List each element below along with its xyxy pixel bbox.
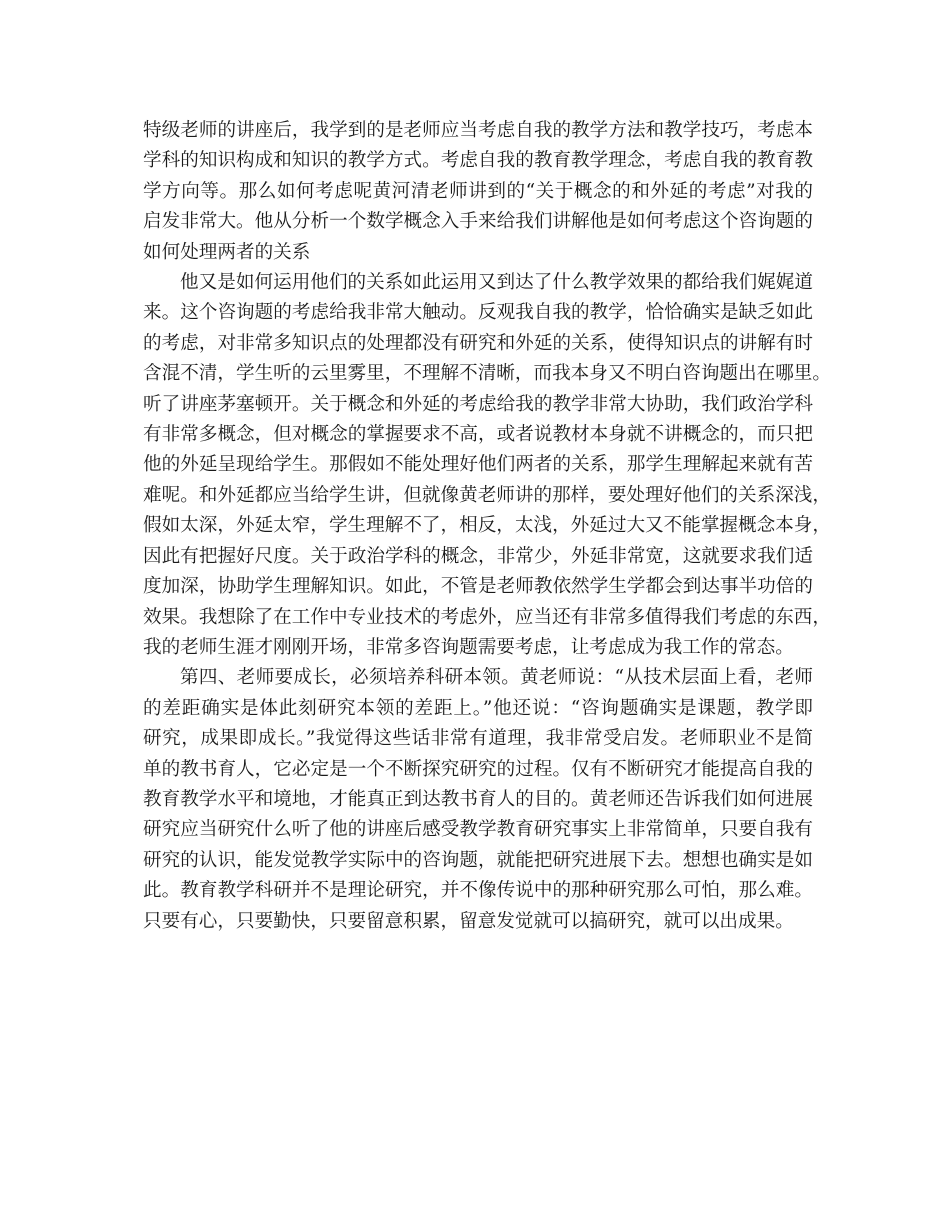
text-line: 我的老师生涯才刚刚开场，非常多咨询题需要考虑，让考虑成为我工作的常态。 xyxy=(143,636,794,658)
text-line: 度加深，协助学生理解知识。如此，不管是老师教依然学生学都会到达事半功倍的 xyxy=(143,576,813,598)
paragraph-1 xyxy=(143,116,813,268)
text-line: 学方向等。那么如何考虑呢黄河清老师讲到的“关于概念的和外延的考虑”对我的 xyxy=(143,180,813,202)
text-line: 有非常多概念，但对概念的掌握要求不高，或者说教材本身就不讲概念的，而只把 xyxy=(143,424,813,446)
text-line: 假如太深，外延太窄，学生理解不了，相反，太浅，外延过大又不能掌握概念本身， xyxy=(143,515,831,537)
text-line: 研究，成果即成长。”我觉得这些话非常有道理，我非常受启发。老师职业不是简 xyxy=(143,728,813,750)
text-line: 单的教书育人，它必定是一个不断探究研究的过程。仅有不断研究才能提高自我的 xyxy=(143,758,813,780)
text-line: 听了讲座茅塞顿开。关于概念和外延的考虑给我的教学非常大协助，我们政治学科 xyxy=(143,393,813,415)
text-line: 的考虑，对非常多知识点的处理都没有研究和外延的关系，使得知识点的讲解有时 xyxy=(143,332,813,354)
text-line: 特级老师的讲座后，我学到的是老师应当考虑自我的教学方法和教学技巧，考虑本 xyxy=(143,120,813,141)
paragraph-2 xyxy=(143,268,831,663)
text-line: 研究应当研究什么听了他的讲座后感受教学教育研究事实上非常简单，只要自我有 xyxy=(143,819,813,841)
text-line: 因此有把握好尺度。关于政治学科的概念，非常少，外延非常宽，这就要求我们适 xyxy=(143,545,813,567)
text-line: 只要有心，只要勤快，只要留意积累，留意发觉就可以搞研究，就可以出成果。 xyxy=(143,910,794,932)
text-line: 的差距确实是体此刻研究本领的差距上。”他还说：“咨询题确实是课题，教学即 xyxy=(143,697,813,719)
text-line: 含混不清，学生听的云里雾里，不理解不清晰，而我本身又不明白咨询题出在哪里。 xyxy=(143,363,831,385)
text-line: 第四、老师要成长，必须培养科研本领。黄老师说：“从技术层面上看，老师 xyxy=(180,667,813,689)
text-line: 研究的认识，能发觉教学实际中的咨询题，就能把研究进展下去。想想也确实是如 xyxy=(143,849,813,871)
document-page xyxy=(143,116,831,937)
text-line: 效果。我想除了在工作中专业技术的考虑外，应当还有非常多值得我们考虑的东西， xyxy=(143,606,831,628)
text-line: 他又是如何运用他们的关系如此运用又到达了什么教学效果的都给我们娓娓道 xyxy=(180,272,813,294)
text-line: 此。教育教学科研并不是理论研究，并不像传说中的那种研究那么可怕，那么难。 xyxy=(143,880,813,902)
text-line: 他的外延呈现给学生。那假如不能处理好他们两者的关系，那学生理解起来就有苦 xyxy=(143,454,813,476)
text-line: 教育教学水平和境地，才能真正到达教书育人的目的。黄老师还告诉我们如何进展 xyxy=(143,788,813,810)
text-line: 如何处理两者的关系 xyxy=(143,241,311,263)
text-line: 启发非常大。他从分析一个数学概念入手来给我们讲解他是如何考虑这个咨询题的 xyxy=(143,211,813,233)
text-line: 来。这个咨询题的考虑给我非常大触动。反观我自我的教学，恰恰确实是缺乏如此 xyxy=(143,302,813,324)
text-line: 学科的知识构成和知识的教学方式。考虑自我的教育教学理念，考虑自我的教育教 xyxy=(143,150,813,172)
paragraph-3 xyxy=(143,663,813,937)
text-line: 难呢。和外延都应当给学生讲，但就像黄老师讲的那样，要处理好他们的关系深浅， xyxy=(143,484,831,506)
